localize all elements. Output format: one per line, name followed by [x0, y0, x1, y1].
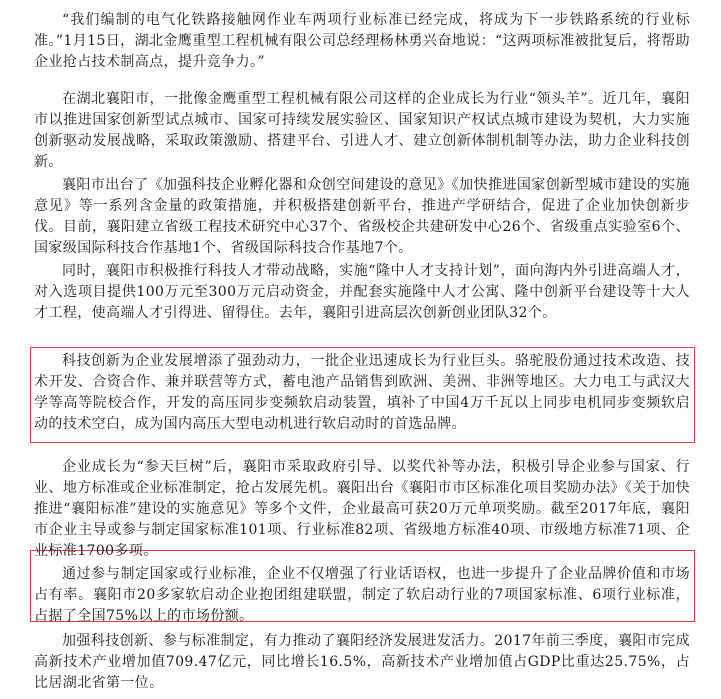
article-paragraph: “我们编制的电气化铁路接触网作业车两项行业标准已经完成，将成为下一步铁路系统的行业标准。”1月15日，湖北金鹰重型工程机械有限公司总经理杨林勇兴奋地说：“这两项标准被批复后，将帮助企业抢占技术制高点，提升竞争力。” [34, 12, 690, 70]
article-paragraph: 通过参与制定国家或行业标准，企业不仅增强了行业话语权，也进一步提升了企业品牌价值和市场占有率。襄阳市20多家软启动企业抱团组建联盟，制定了软启动行业的7项国家标准、6项行业标准，占据了全国75%以上的市场份额。 [34, 566, 690, 624]
article-paragraph: 襄阳市出台了《加强科技企业孵化器和众创空间建设的意见》《加快推进国家创新型城市建设的实施意见》等一系列含金量的政策措施，并积极搭建创新平台，推进产学研结合，促进了企业加快创新步伐。目前，襄阳建立省级工程技术研究中心37个、省级校企共建研发中心26个、省级重点实验室6个、国家级国际科技合作基地1个、省级国际科技合作基地7个。 [34, 177, 690, 256]
article-paragraph: 企业成长为“参天巨树”后，襄阳市采取政府引导、以奖代补等办法，积极引导企业参与国家、行业、地方标准或企业标准制定，抢占发展先机。襄阳出台《襄阳市市区标准化项目奖励办法》《关于加快推进“襄阳标准”建设的实施意见》等多个文件，企业最高可获20万元单项奖励。截至2017年底，襄阳市企业主导或参与制定国家标准101项、行业标准82项、省级地方标准40项、市级地方标准71项、企业标准1700多项。 [34, 459, 690, 559]
article-paragraph: 同时，襄阳市积极推行科技人才带动战略，实施“隆中人才支持计划”，面向海内外引进高端人才，对入选项目提供100万元至300万元启动资金，并配套实施隆中人才公寓、隆中创新平台建设等十大人才工程，使高端人才引得进、留得住。去年，襄阳引进高层次创新创业团队32个。 [34, 263, 690, 321]
article-paragraph: 加强科技创新、参与标准制定，有力推动了襄阳经济发展进发活力。2017年前三季度，襄阳市完成高新技术产业增加值709.47亿元，同比增长16.5%，高新技术产业增加值占GDP比重达25.75%，占比居湖北省第一位。 [34, 633, 690, 691]
article-paragraph: 在湖北襄阳市，一批像金鹰重型工程机械有限公司这样的企业成长为行业“领头羊”。近几年，襄阳市以推进国家创新型试点城市、国家可持续发展实验区、国家知识产权试点城市建设为契机，大力实施创新驱动发展战略，采取政策激励、搭建平台、引进人才、建立创新体制机制等办法，助力企业科技创新。 [34, 91, 690, 170]
article-paragraph: 科技创新为企业发展增添了强劲动力，一批企业迅速成长为行业巨头。骆驼股份通过技术改造、技术开发、合资合作、兼并联营等方式，蓄电池产品销售到欧洲、美洲、非洲等地区。大力电工与武汉大学等高等院校合作，开发的高压同步变频软启动装置，填补了中国4万千瓦以上同步电机同步变频软启动的技术空白，成为国内高压大型电动机进行软启动时的首选品牌。 [34, 353, 690, 432]
